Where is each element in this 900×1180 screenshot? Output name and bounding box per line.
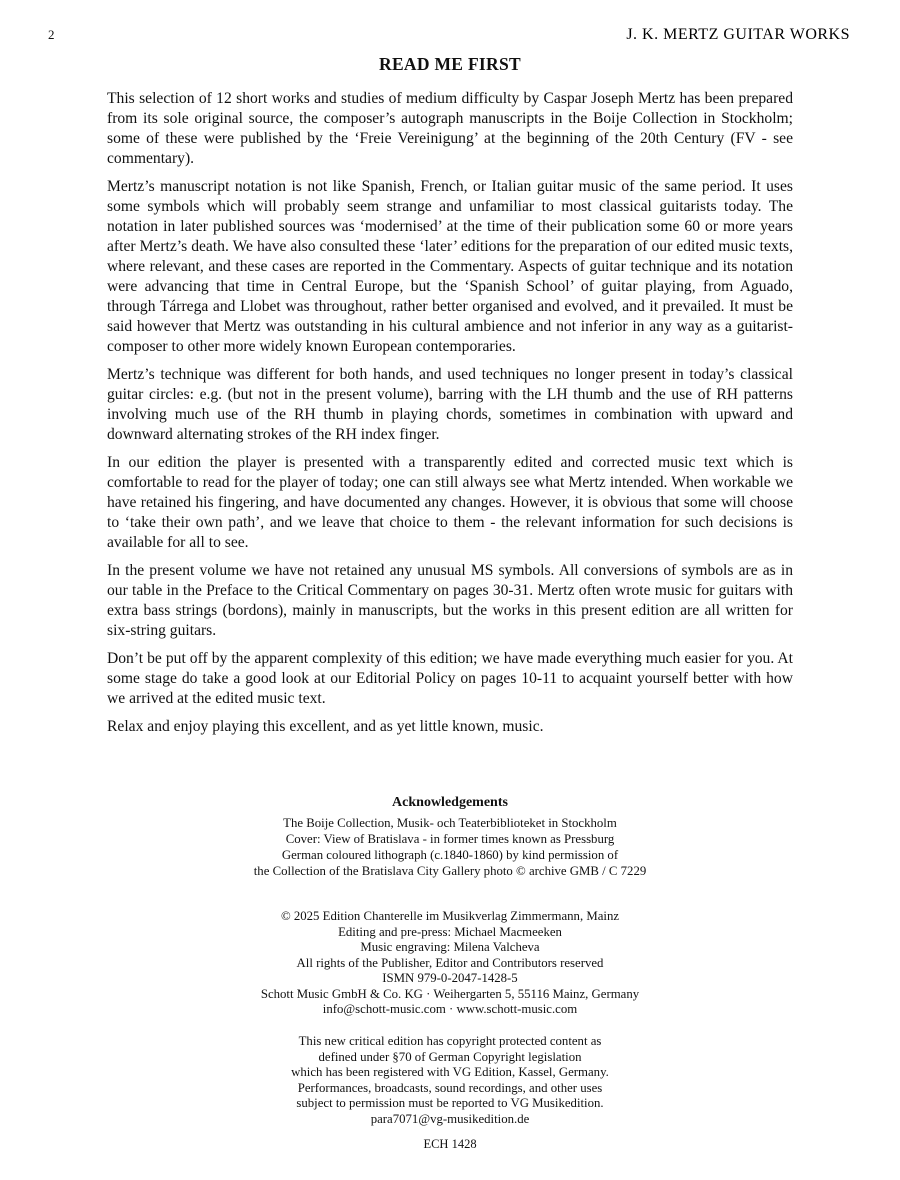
- catalog-number: ECH 1428: [423, 1137, 477, 1151]
- copyright-notice-line: Performances, broadcasts, sound recordings, and other uses: [297, 1080, 603, 1095]
- running-title: J. K. MERTZ GUITAR WORKS: [626, 26, 850, 43]
- main-content: [107, 54, 793, 737]
- publisher-line: Editing and pre-press: Michael Macmeeken: [338, 924, 562, 939]
- copyright-notice-block: [0, 1034, 900, 1127]
- body-paragraph: In the present volume we have not retained any unusual MS symbols. All conversions of symbols are as in our table in the Preface to the Critical Commentary on pages 30-31. Mertz often wrote music for guitars with extra bass strings (bordons), mainly in manuscripts, but the works in this present edition are all written for six-string guitars.: [107, 562, 793, 639]
- copyright-notice-line: which has been registered with VG Edition, Kassel, Germany.: [291, 1065, 609, 1079]
- page-title: READ ME FIRST: [379, 54, 521, 74]
- copyright-notice-line: This new critical edition has copyright protected content as: [298, 1034, 602, 1048]
- publisher-line-ismn: ISMN 979-0-2047-1428-5: [382, 971, 518, 985]
- body-text: [107, 89, 793, 737]
- publisher-line: Music engraving: Milena Valcheva: [360, 940, 540, 954]
- body-paragraph: Relax and enjoy playing this excellent, and as yet little known, music.: [107, 718, 544, 735]
- publisher-line: © 2025 Edition Chanterelle im Musikverlag Zimmermann, Mainz: [280, 909, 620, 923]
- acknowledgements-block: [0, 795, 900, 879]
- body-paragraph: This selection of 12 short works and studies of medium difficulty by Caspar Joseph Mertz has been prepared from its sole original source, the composer’s autograph manuscripts in the Boije Collection in Stockholm; some of these were published by the ‘Freie Vereinigung’ at the beginning of the 20th Century (FV - see commentary).: [107, 90, 793, 167]
- copyright-notice-email: para7071@vg-musikedition.de: [370, 1111, 530, 1126]
- body-paragraph: Don’t be put off by the apparent complexity of this edition; we have made everything much easier for you. At some stage do take a good look at our Editorial Policy on pages 10-11 to acquaint yourself better with how we arrived at the edited music text.: [107, 650, 793, 707]
- running-head: [48, 26, 850, 44]
- page-number: 2: [48, 27, 55, 42]
- body-paragraph: Mertz’s manuscript notation is not like Spanish, French, or Italian guitar music of the same period. It uses some symbols which will probably seem strange and unfamiliar to most classical guitarists today. The notation in later published sources was ‘modernised’ at the time of their publication some 60 or more years after Mertz’s death. We have also consulted these ‘later’ editions for the preparation of our edited music texts, where relevant, and these cases are reported in the Commentary. Aspects of guitar technique and its notation were advancing that time in Central Europe, but the ‘Spanish School’ of guitar playing, from Aguado, through Tárrega and Llobet was throughout, rather better organised and evolved, and it prevailed. It must be said however that Mertz was outstanding in his cultural ambience and not inferior in any way as a guitarist-composer to other more widely known European contemporaries.: [107, 178, 793, 355]
- publisher-line-contact: info@schott-music.com · www.schott-music.com: [322, 1002, 578, 1016]
- acknowledgements-heading: Acknowledgements: [392, 795, 508, 810]
- publisher-line-address: Schott Music GmbH & Co. KG · Weihergarten 5, 55116 Mainz, Germany: [260, 986, 640, 1001]
- publisher-block: [0, 909, 900, 1018]
- copyright-notice-line: defined under §70 of German Copyright legislation: [318, 1049, 582, 1064]
- acknowledgement-line: The Boije Collection, Musik- och Teaterbiblioteket in Stockholm: [283, 816, 617, 830]
- copyright-notice-line: subject to permission must be reported to VG Musikedition.: [296, 1096, 604, 1110]
- publisher-line: All rights of the Publisher, Editor and Contributors reserved: [296, 955, 604, 970]
- body-paragraph: Mertz’s technique was different for both hands, and used techniques no longer present in today’s classical guitar circles: e.g. (but not in the present volume), barring with the LH thumb and the use of RH patterns involving much use of the RH thumb in playing chords, sometimes in combination with upward and downward alternating strokes of the RH index finger.: [107, 366, 793, 443]
- acknowledgement-line: the Collection of the Bratislava City Gallery photo © archive GMB / C 7229: [253, 864, 647, 878]
- body-paragraph: In our edition the player is presented with a transparently edited and corrected music text which is comfortable to read for the player of today; one can still always see what Mertz intended. When workable we have retained his fingering, and have documented any changes. However, it is obvious that some will choose to ‘take their own path’, and we leave that choice to them - the relevant information for such decisions is available for all to see.: [107, 454, 793, 551]
- acknowledgement-line: German coloured lithograph (c.1840-1860) by kind permission of: [281, 848, 619, 862]
- acknowledgement-line: Cover: View of Bratislava - in former times known as Pressburg: [285, 832, 615, 846]
